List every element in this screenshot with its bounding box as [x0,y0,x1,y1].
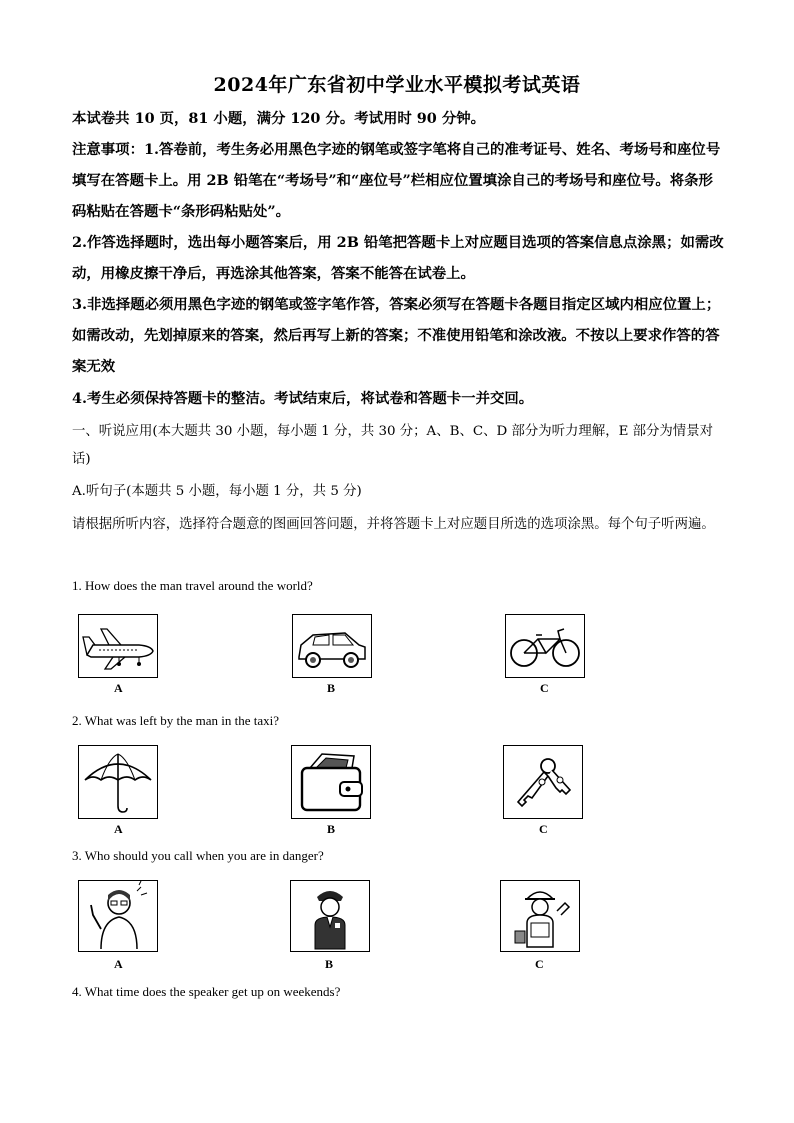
policeman-icon [290,880,370,952]
worker-icon [500,880,580,952]
option-label: B [325,957,334,971]
note-3: 3.非选择题必须用黑色字迹的钢笔或签字笔作答，答案必须写在答题卡各题目指定区域内相应位置上；如需改动，先划掉原来的答案，然后再写上新的答案；不准使用铅笔和涂改液。不按以上要求作答的答案无效 [72,296,721,375]
part-a-heading: A.听句子(本题共 5 小题，每小题 1 分，共 5 分) [72,484,362,499]
section-heading: 一、听说应用(本大题共 30 小题，每小题 1 分，共 30 分；A、B、C、D 部分为听力理解，E 部分为情景对话) [72,424,713,467]
option-label: C [540,681,549,695]
car-icon [292,614,372,678]
option-label: B [327,822,336,836]
note-2: 2.作答选择题时，选出每小题答案后，用 2B 铅笔把答题卡上对应题目选项的答案信息点涂黑；如需改动，用橡皮擦干净后，再选涂其他答案，答案不能答在试卷上。 [72,234,724,282]
page-title: 2024年广东省初中学业水平模拟考试英语 [213,74,581,96]
note-4: 4.考生必须保持答题卡的整洁。考试结束后，将试卷和答题卡一并交回。 [72,390,534,407]
question-2: 2. What was left by the man in the taxi? [72,713,279,728]
option-label: A [114,822,123,836]
option-label: C [539,822,548,836]
question-4: 4. What time does the speaker get up on weekends? [72,984,341,999]
note-1: 注意事项：1.答卷前，考生务必用黑色字迹的钢笔或签字笔将自己的准考证号、姓名、考场号和座位号填写在答题卡上。用 2B 铅笔在“考场号”和“座位号”栏相应位置填涂自己的考场号和座位号。将条形码粘贴在答题卡“条形码粘贴处”。 [72,141,721,220]
option-label: B [327,681,336,695]
umbrella-icon [78,745,158,819]
question-1: 1. How does the man travel around the world? [72,578,313,593]
part-a-instruction: 请根据所听内容，选择符合题意的图画回答问题，并将答题卡上对应题目所选的选项涂黑。每个句子听两遍。 [72,517,715,532]
wallet-icon [291,745,371,819]
bicycle-icon [505,614,585,678]
option-label: C [535,957,544,971]
question-3: 3. Who should you call when you are in danger? [72,848,324,863]
keys-icon [503,745,583,819]
teacher-icon [78,880,158,952]
airplane-icon [78,614,158,678]
exam-info: 本试卷共 10 页，81 小题，满分 120 分。考试用时 90 分钟。 [72,110,486,127]
option-label: A [114,957,123,971]
option-label: A [114,681,123,695]
